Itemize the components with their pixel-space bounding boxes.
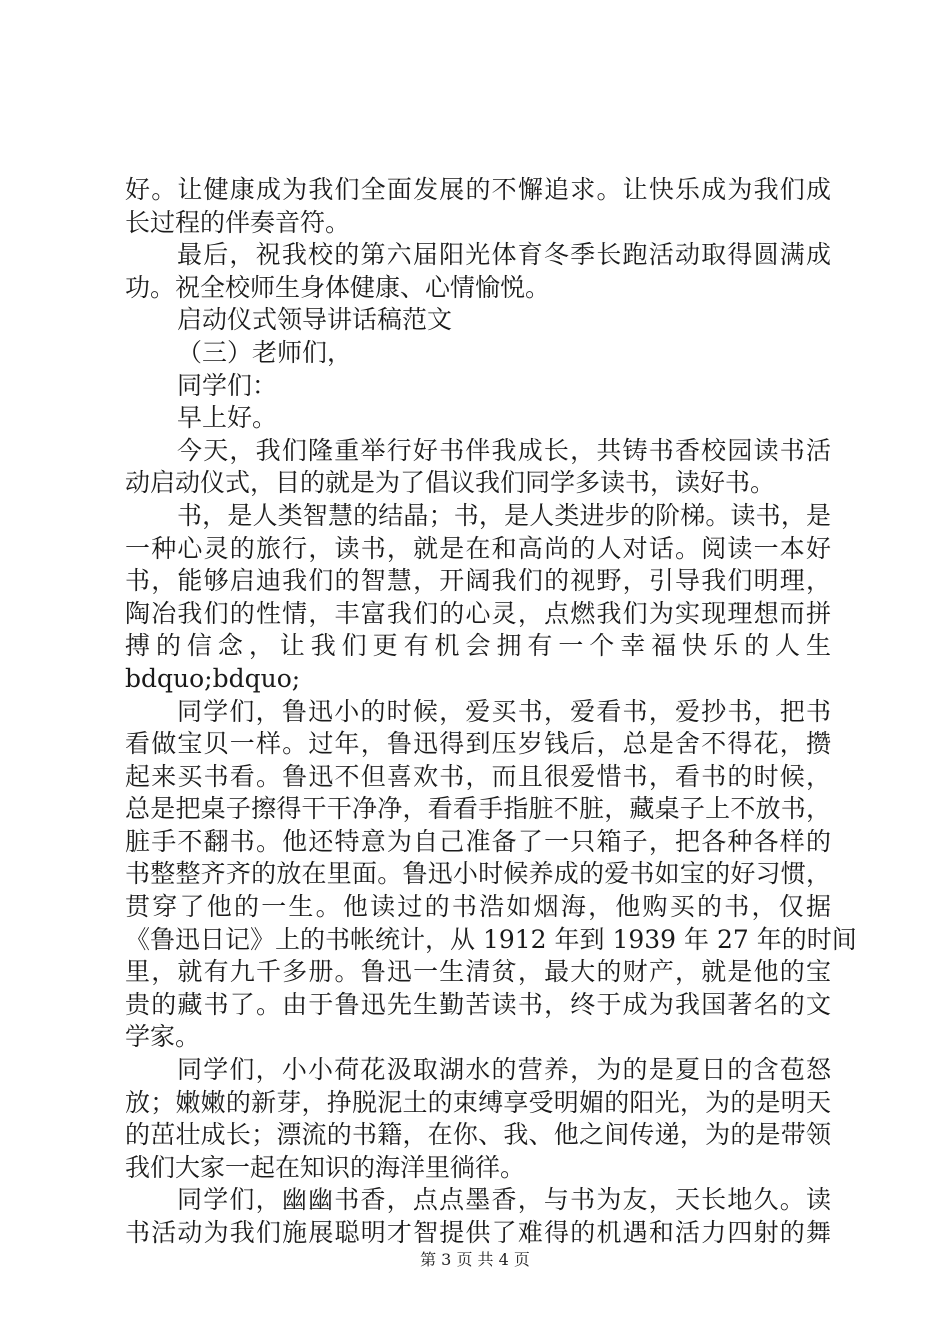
text-line: 《鲁迅日记》上的书帐统计，从 1912 年到 1939 年 27 年的时间: [125, 924, 857, 954]
text-line: 陶冶我们的性情，丰富我们的心灵，点燃我们为实现理想而拼: [125, 598, 831, 628]
text-line: 今天，我们隆重举行好书伴我成长，共铸书香校园读书活: [177, 435, 831, 465]
page-footer: 第 3 页 共 4 页: [420, 1250, 530, 1269]
text-line: 搏的信念，让我们更有机会拥有一个幸福快乐的人生: [125, 631, 831, 661]
text-line: 起来买书看。鲁迅不但喜欢书，而且很爱惜书，看书的时候，: [125, 761, 831, 791]
text-line: 总是把桌子擦得干干净净，看看手指脏不脏，藏桌子上不放书，: [125, 794, 831, 824]
text-line: 好。让健康成为我们全面发展的不懈追求。让快乐成为我们成: [125, 175, 831, 204]
text-line: bdquo;bdquo;: [125, 663, 301, 693]
text-line: 长过程的伴奏音符。: [125, 207, 351, 237]
text-line: 贯穿了他的一生。他读过的书浩如烟海，他购买的书，仅据: [125, 892, 831, 922]
text-line: 我们大家一起在知识的海洋里徜徉。: [125, 1152, 526, 1182]
text-line: （三）老师们，: [177, 337, 353, 367]
text-line: 最后，祝我校的第六届阳光体育冬季长跑活动取得圆满成: [177, 240, 831, 270]
document-body: [125, 174, 857, 1250]
text-line: 同学们，幽幽书香，点点墨香，与书为友，天长地久。读: [177, 1185, 831, 1215]
text-line: 书，是人类智慧的结晶；书，是人类进步的阶梯。读书，是: [177, 500, 831, 530]
text-line: 功。祝全校师生身体健康、心情愉悦。: [125, 272, 551, 302]
text-line: 书活动为我们施展聪明才智提供了难得的机遇和活力四射的舞: [125, 1218, 831, 1247]
text-line: 学家。: [125, 1022, 201, 1052]
text-line: 动启动仪式，目的就是为了倡议我们同学多读书，读好书。: [125, 468, 776, 498]
text-line: 一种心灵的旅行，读书，就是在和高尚的人对话。阅读一本好: [125, 533, 831, 563]
text-line: 看做宝贝一样。过年，鲁迅得到压岁钱后，总是舍不得花，攒: [125, 729, 831, 759]
text-line: 的茁壮成长；漂流的书籍，在你、我、他之间传递，为的是带领: [125, 1120, 831, 1150]
text-line: 同学们：: [177, 370, 278, 400]
text-line: 里，就有九千多册。鲁迅一生清贫，最大的财产，就是他的宝: [125, 957, 831, 987]
text-line: 启动仪式领导讲话稿范文: [177, 305, 453, 335]
text-line: 同学们，小小荷花汲取湖水的营养，为的是夏日的含苞怒: [177, 1055, 831, 1085]
text-line: 贵的藏书了。由于鲁迅先生勤苦读书，终于成为我国著名的文: [125, 989, 831, 1019]
text-line: 放；嫩嫩的新芽，挣脱泥土的束缚享受明媚的阳光，为的是明天: [125, 1087, 831, 1117]
text-line: 早上好。: [177, 403, 278, 433]
text-line: 同学们，鲁迅小的时候，爱买书，爱看书，爱抄书，把书: [177, 696, 831, 726]
text-line: 书，能够启迪我们的智慧，开阔我们的视野，引导我们明理，: [125, 566, 831, 596]
text-line: 脏手不翻书。他还特意为自己准备了一只箱子，把各种各样的: [125, 826, 831, 856]
text-line: 书整整齐齐的放在里面。鲁迅小时候养成的爱书如宝的好习惯，: [125, 859, 831, 889]
